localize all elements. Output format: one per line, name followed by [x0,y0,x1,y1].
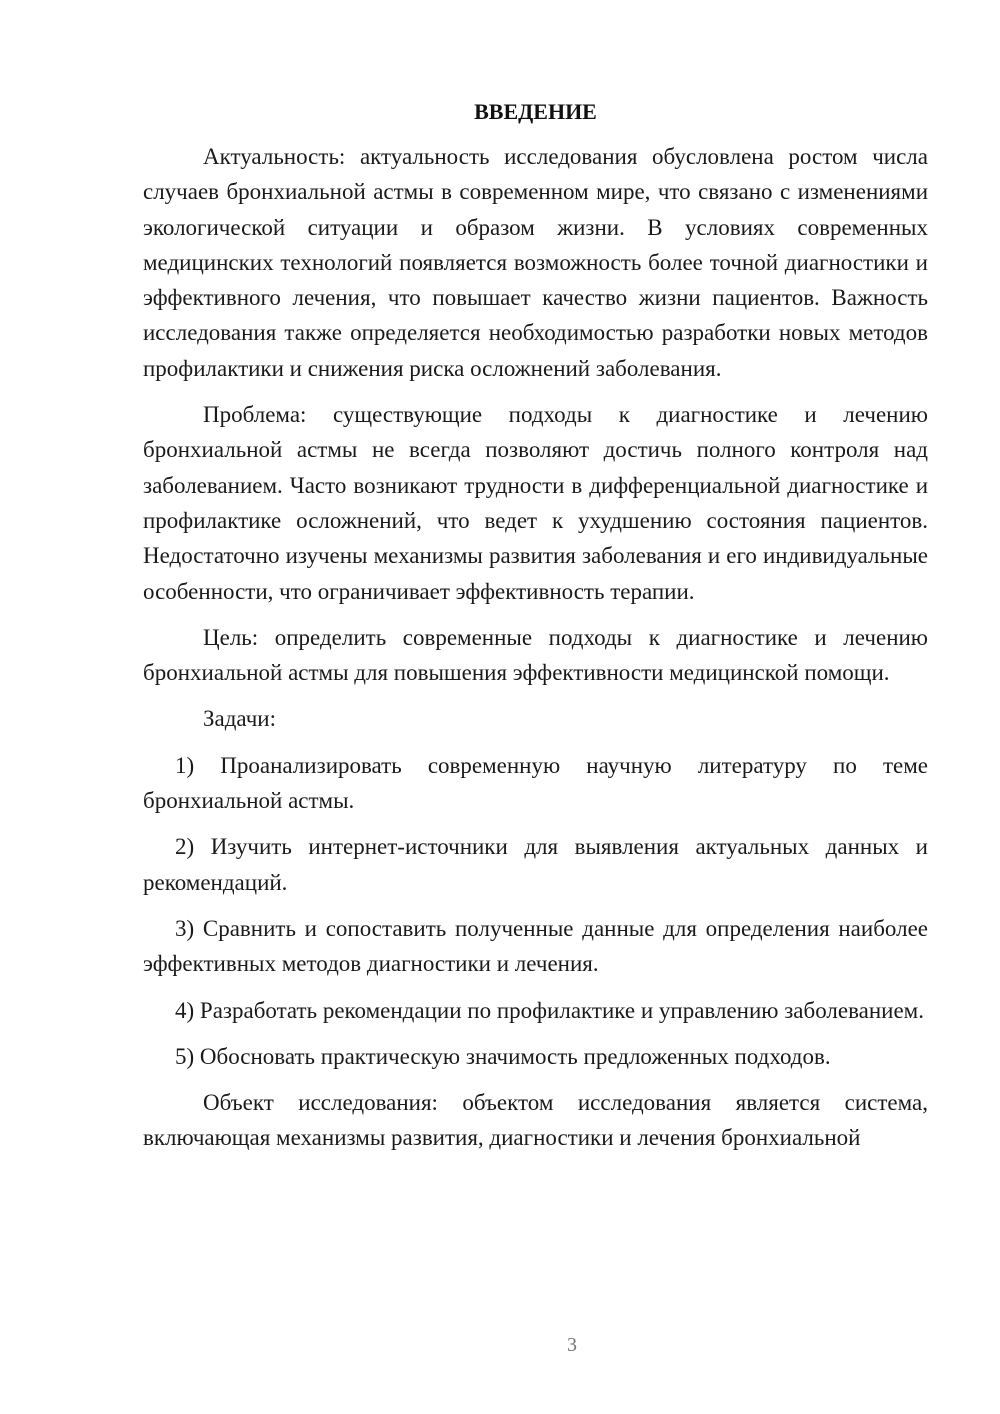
paragraph-problem: Проблема: существующие подходы к диагностике и лечению бронхиальной астмы не всегда позволяют достичь полного контроля над заболеванием. Часто возникают трудности в дифференциальной диагностике и профилактике осложнений, что ведет к ухудшению состояния пациентов. Недостаточно изучены механизмы развития заболевания и его индивидуальные особенности, что ограничивает эффективность терапии. [143,402,928,604]
task-item: 2) Изучить интернет-источники для выявления актуальных данных и рекомендаций. [143,834,928,895]
task-item: 4) Разработать рекомендации по профилактике и управлению заболеванием. [175,997,924,1023]
tasks-heading: Задачи: [203,706,276,732]
document-body [143,94,928,1167]
task-item: 1) Проанализировать современную научную литературу по теме бронхиальной астмы. [143,752,928,814]
paragraph-relevance: Актуальность: актуальность исследования обусловлена ростом числа случаев бронхиальной астмы в современном мире, что связано с изменениями экологической ситуации и образом жизни. В условиях современных медицинских технологий появляется возможность более точной диагностики и эффективного лечения, что повышает качество жизни пациентов. Важность исследования также определяется необходимостью разработки новых методов профилактики и снижения риска осложнений заболевания. [143,144,928,381]
page-title: ВВЕДЕНИЕ [474,99,597,124]
paragraph-object: Объект исследования: объектом исследования является система, включающая механизмы развития, диагностики и лечения бронхиальной [143,1090,928,1151]
task-item: 5) Обосновать практическую значимость предложенных подходов. [175,1043,831,1069]
page-number: 3 [567,1334,577,1356]
paragraph-goal: Цель: определить современные подходы к диагностике и лечению бронхиальной астмы для повышения эффективности медицинской помощи. [143,624,928,686]
task-item: 3) Сравнить и сопоставить полученные данные для определения наиболее эффективных методов диагностики и лечения. [143,915,928,977]
